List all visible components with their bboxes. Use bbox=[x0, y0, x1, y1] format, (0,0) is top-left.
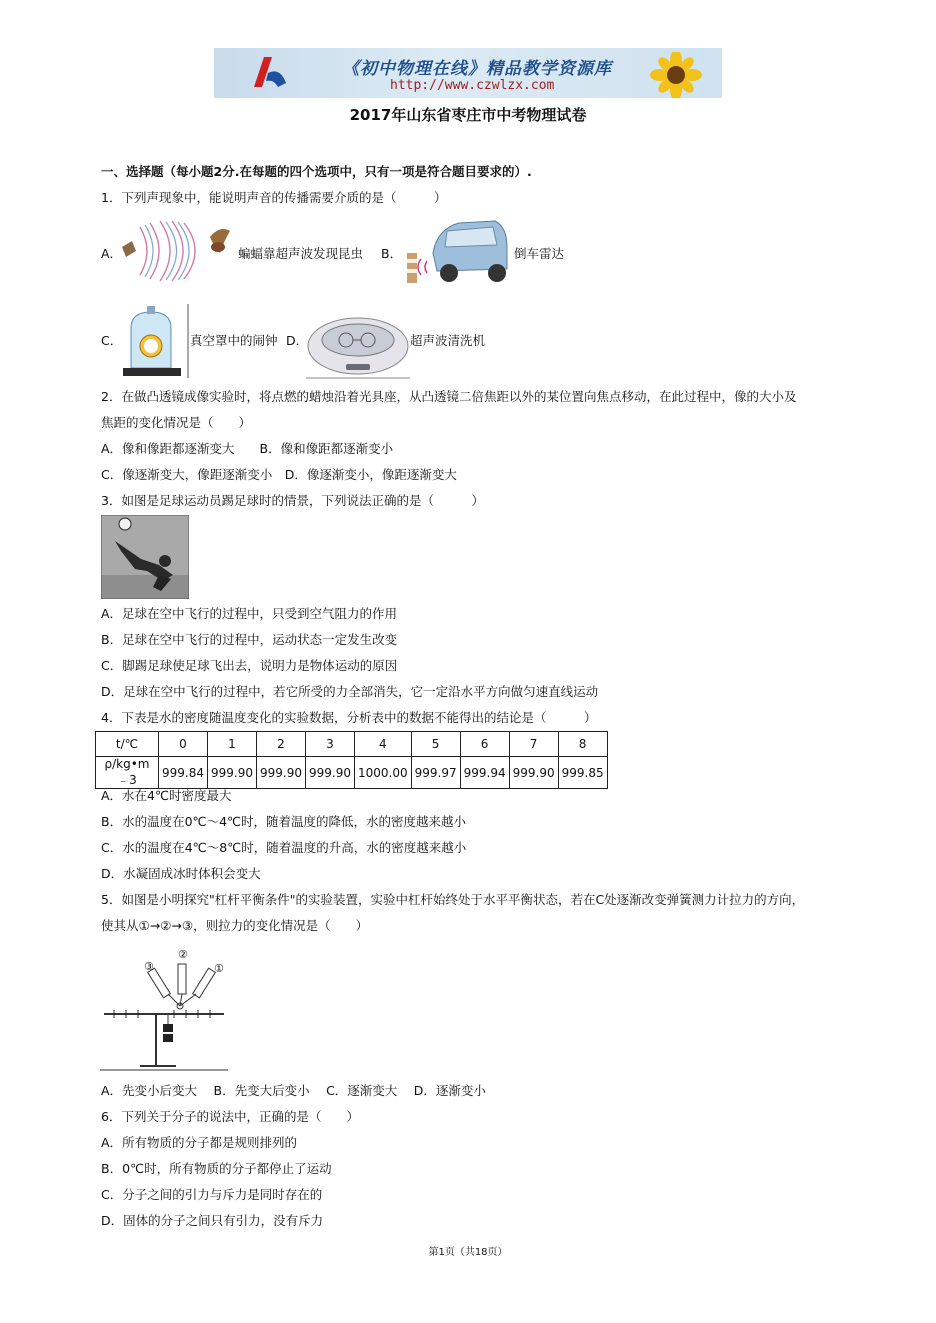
page-title: 2017年山东省枣庄市中考物理试卷 bbox=[349, 106, 587, 124]
q4-option-b: B．水的温度在0℃～4℃时，随着温度的降低，水的密度越来越小 bbox=[101, 814, 467, 829]
q2-options-cd: C．像逐渐变大，像距逐渐变小 D．像逐渐变小，像距逐渐变大 bbox=[101, 467, 457, 482]
table-cell: 999.94 bbox=[460, 757, 509, 789]
logo-icon bbox=[250, 53, 290, 93]
table-header-cell: ρ/kg•m﹣3 bbox=[96, 757, 159, 789]
q4-option-a: A．水在4℃时密度最大 bbox=[101, 788, 232, 803]
q3-option-b: B．足球在空中飞行的过程中，运动状态一定发生改变 bbox=[101, 632, 398, 647]
q4-stem: 4．下表是水的密度随温度变化的实验数据，分析表中的数据不能得出的结论是（ ） bbox=[101, 710, 597, 725]
figure-label-3: ③ bbox=[144, 960, 154, 973]
figure-label-2: ② bbox=[178, 948, 188, 961]
q1-option-c-text: 真空罩中的闹钟 bbox=[190, 333, 278, 348]
table-cell: 999.97 bbox=[411, 757, 460, 789]
q1-option-a-text: 蝙蝠靠超声波发现昆虫 bbox=[238, 246, 364, 261]
q4-option-d: D．水凝固成冰时体积会变大 bbox=[101, 866, 261, 881]
q5-stem-line2: 使其从①→②→③，则拉力的变化情况是（ ） bbox=[101, 918, 369, 933]
figure-label-1: ① bbox=[214, 962, 224, 975]
table-cell: 6 bbox=[460, 732, 509, 757]
table-cell: 5 bbox=[411, 732, 460, 757]
q2-options-ab: A．像和像距都逐渐变大 B．像和像距都逐渐变小 bbox=[101, 441, 394, 456]
density-table bbox=[95, 731, 608, 789]
vacuum-bell-jar-figure bbox=[117, 304, 189, 378]
q1-option-b-label: B． bbox=[381, 246, 403, 261]
table-cell: 2 bbox=[257, 732, 306, 757]
q1-stem: 1．下列声现象中，能说明声音的传播需要介质的是（ ） bbox=[101, 190, 447, 205]
table-cell: 7 bbox=[509, 732, 558, 757]
table-row bbox=[96, 732, 608, 757]
table-row bbox=[96, 757, 608, 789]
section-heading: 一、选择题（每小题2分.在每题的四个选项中，只有一项是符合题目要求的）. bbox=[101, 164, 532, 179]
q2-stem-line2: 焦距的变化情况是（ ） bbox=[101, 415, 252, 430]
table-cell: 999.90 bbox=[306, 757, 355, 789]
table-cell: 1000.00 bbox=[355, 757, 412, 789]
q1-option-a-label: A． bbox=[101, 246, 123, 261]
q6-option-a: A．所有物质的分子都是规则排列的 bbox=[101, 1135, 298, 1150]
q1-option-d-text: 超声波清洗机 bbox=[410, 333, 486, 348]
q1-option-b-text: 倒车雷达 bbox=[514, 246, 565, 261]
lever-balance-figure bbox=[100, 944, 232, 1072]
table-cell: 999.90 bbox=[208, 757, 257, 789]
q6-stem: 6．下列关于分子的说法中，正确的是（ ） bbox=[101, 1109, 359, 1124]
table-cell: 8 bbox=[558, 732, 607, 757]
page-footer: 第1页（共18页） bbox=[428, 1247, 508, 1258]
q4-option-c: C．水的温度在4℃～8℃时，随着温度的升高，水的密度越来越小 bbox=[101, 840, 467, 855]
q3-option-d: D．足球在空中飞行的过程中，若它所受的力全部消失，它一定沿水平方向做匀速直线运动 bbox=[101, 684, 599, 699]
q1-option-d-label: D． bbox=[286, 333, 309, 348]
q5-stem-line1: 5．如图是小明探究"杠杆平衡条件"的实验装置，实验中杠杆始终处于水平平衡状态，若在C处逐渐改变弹簧测力计拉力的方向， bbox=[101, 892, 805, 907]
banner-title: 《初中物理在线》精品教学资源库 bbox=[342, 59, 612, 79]
q2-stem-line1: 2．在做凸透镜成像实验时，将点燃的蜡烛沿着光具座，从凸透镜二倍焦距以外的某位置向焦点移动，在此过程中，像的大小及 bbox=[101, 389, 797, 404]
table-header-cell: t/℃ bbox=[96, 732, 159, 757]
q5-options: A．先变小后变大 B．先变大后变小 C．逐渐变大 D．逐渐变小 bbox=[101, 1083, 486, 1098]
car-radar-figure bbox=[403, 213, 511, 289]
q6-option-d: D．固体的分子之间只有引力，没有斥力 bbox=[101, 1213, 324, 1228]
q6-option-b: B．0℃时，所有物质的分子都停止了运动 bbox=[101, 1161, 332, 1176]
q6-option-c: C．分子之间的引力与斥力是同时存在的 bbox=[101, 1187, 323, 1202]
q3-option-a: A．足球在空中飞行的过程中，只受到空气阻力的作用 bbox=[101, 606, 398, 621]
table-cell: 999.84 bbox=[159, 757, 208, 789]
soccer-kick-photo bbox=[101, 515, 189, 599]
q3-option-c: C．脚踢足球使足球飞出去，说明力是物体运动的原因 bbox=[101, 658, 398, 673]
header-banner bbox=[214, 48, 722, 98]
bat-ultrasound-figure bbox=[120, 217, 232, 285]
table-cell: 0 bbox=[159, 732, 208, 757]
table-cell: 1 bbox=[208, 732, 257, 757]
table-cell: 999.90 bbox=[509, 757, 558, 789]
banner-url[interactable]: http://www.czwlzx.com bbox=[390, 78, 555, 93]
table-cell: 3 bbox=[306, 732, 355, 757]
sunflower-icon bbox=[634, 52, 718, 98]
table-cell: 4 bbox=[355, 732, 412, 757]
q3-stem: 3．如图是足球运动员踢足球时的情景，下列说法正确的是（ ） bbox=[101, 493, 484, 508]
table-cell: 999.85 bbox=[558, 757, 607, 789]
ultrasonic-cleaner-figure bbox=[306, 306, 410, 380]
table-cell: 999.90 bbox=[257, 757, 306, 789]
q1-option-c-label: C． bbox=[101, 333, 123, 348]
